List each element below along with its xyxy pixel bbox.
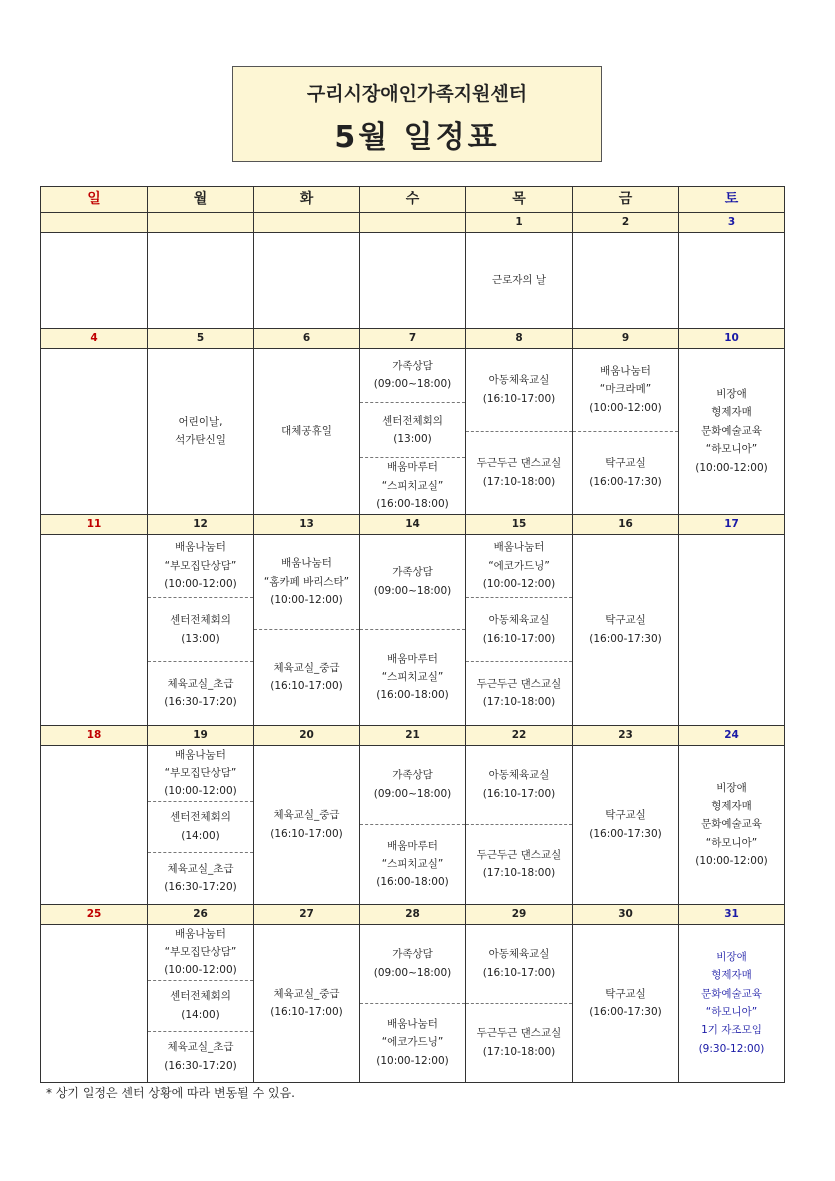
- event-line: 아동체육교실: [488, 374, 550, 387]
- event-line: (10:00-12:00): [164, 964, 237, 977]
- day-cell: [466, 924, 573, 1082]
- event-line: (16:30-17:20): [164, 881, 237, 894]
- date-number: 4: [41, 328, 148, 348]
- event: [254, 746, 359, 904]
- event-line: 비장애: [716, 950, 747, 963]
- event-line: 체육교실_중급: [273, 809, 340, 822]
- event: [573, 349, 678, 431]
- event-line: “스피치교실”: [381, 479, 444, 492]
- event-line: (9:30-12:00): [698, 1042, 765, 1055]
- event-line: (10:00-12:00): [695, 855, 768, 868]
- event-line: 센터전체회의: [170, 990, 231, 1003]
- event-line: 체육교실_초급: [167, 677, 234, 690]
- event-line: (09:00~18:00): [373, 584, 452, 597]
- events-row: [41, 232, 785, 328]
- event-line: “하모니아”: [705, 1006, 758, 1018]
- date-number: 31: [679, 904, 785, 924]
- event-line: “스피치교실”: [381, 671, 444, 684]
- event-line: “에코가드닝”: [488, 559, 550, 572]
- day-cell: [41, 745, 148, 904]
- events-row: [41, 348, 785, 514]
- event: [360, 402, 465, 457]
- event: [466, 597, 572, 661]
- date-number: 7: [360, 328, 466, 348]
- event: [360, 824, 465, 904]
- event: [573, 925, 678, 1082]
- date-row: [41, 904, 785, 924]
- date-number: 28: [360, 904, 466, 924]
- event: [148, 925, 253, 980]
- event-line: (17:10-18:00): [482, 1045, 556, 1058]
- day-cell: [466, 348, 573, 514]
- event-line: 배움나눔터: [281, 557, 332, 570]
- event-line: (13:00): [393, 433, 432, 446]
- date-number: 10: [679, 328, 785, 348]
- footnote: * 상기 일정은 센터 상황에 따라 변동될 수 있음.: [46, 1086, 295, 1100]
- event-line: (16:10-17:00): [270, 680, 343, 693]
- day-cell: [573, 745, 679, 904]
- event-line: 체육교실_초급: [167, 862, 234, 875]
- event-line: 체육교실_중급: [273, 661, 340, 674]
- date-number: 9: [573, 328, 679, 348]
- event-line: (16:10-17:00): [482, 787, 556, 800]
- date-number: 2: [573, 212, 679, 232]
- event-line: (16:10-17:00): [270, 827, 343, 840]
- event-line: (10:00-12:00): [482, 578, 556, 591]
- event: [360, 535, 465, 630]
- event-line: “에코가드닝”: [381, 1036, 444, 1049]
- day-cell: [360, 232, 466, 328]
- event-line: “하모니아”: [705, 443, 758, 456]
- event-line: (17:10-18:00): [482, 475, 556, 488]
- event-line: (16:00-17:30): [589, 475, 662, 488]
- date-number: 17: [679, 514, 785, 534]
- day-cell: [360, 745, 466, 904]
- event: [466, 535, 572, 598]
- event-line: 탁구교실: [605, 614, 646, 627]
- event: [148, 746, 253, 801]
- event-line: (16:00-18:00): [376, 689, 449, 702]
- event-line: 문화예술교육: [701, 818, 762, 831]
- event-line: “부모집단상담”: [164, 766, 237, 779]
- event-line: 센터전체회의: [170, 811, 231, 824]
- weekday-2: 화: [254, 187, 360, 213]
- event: [148, 852, 253, 903]
- title-box: [232, 66, 602, 162]
- event-line: (16:00-18:00): [376, 876, 449, 889]
- event: [148, 1031, 253, 1082]
- event-line: (10:00-12:00): [695, 461, 768, 474]
- event-line: (10:00-12:00): [164, 785, 237, 798]
- event-line: 형제자매: [711, 969, 752, 982]
- event-line: 배움나눔터: [175, 541, 226, 554]
- day-cell: [679, 232, 785, 328]
- date-number: 26: [148, 904, 254, 924]
- org-name: 구리시장애인가족지원센터: [306, 83, 528, 105]
- event-line: “스피치교실”: [381, 858, 444, 871]
- date-number: 15: [466, 514, 573, 534]
- event-line: “부모집단상담”: [164, 945, 237, 958]
- event: [573, 431, 678, 514]
- date-number: 27: [254, 904, 360, 924]
- events-row: [41, 924, 785, 1082]
- event-line: 탁구교실: [605, 809, 646, 822]
- day-cell: [360, 924, 466, 1082]
- event: [573, 746, 678, 904]
- event-line: (16:30-17:20): [164, 696, 237, 709]
- event: [360, 1003, 465, 1082]
- event-line: (16:10-17:00): [482, 632, 556, 645]
- day-cell: [679, 348, 785, 514]
- event: [360, 629, 465, 725]
- weekday-5: 금: [573, 187, 679, 213]
- event: [254, 925, 359, 1082]
- date-number: [148, 212, 254, 232]
- event-line: (10:00-12:00): [164, 578, 237, 591]
- date-number: 22: [466, 725, 573, 745]
- event-line: (16:10-17:00): [482, 392, 556, 405]
- event: [466, 233, 572, 328]
- event-line: 두근두근 댄스교실: [476, 848, 562, 861]
- event-line: (09:00~18:00): [373, 966, 452, 979]
- event-line: 배움마루터: [387, 652, 438, 665]
- date-number: 20: [254, 725, 360, 745]
- day-cell: [466, 232, 573, 328]
- day-cell: [254, 534, 360, 725]
- day-cell: [679, 745, 785, 904]
- event-line: 체육교실_초급: [167, 1041, 234, 1054]
- date-number: 18: [41, 725, 148, 745]
- event-line: 배움마루터: [387, 839, 438, 852]
- event: [148, 801, 253, 852]
- date-number: 14: [360, 514, 466, 534]
- event: [254, 535, 359, 630]
- day-cell: [573, 348, 679, 514]
- date-number: 25: [41, 904, 148, 924]
- event-line: 배움나눔터: [600, 364, 651, 377]
- day-cell: [148, 232, 254, 328]
- event-line: (16:00-17:30): [589, 1006, 662, 1018]
- event-line: 근로자의 날: [491, 273, 547, 286]
- event: [679, 925, 784, 1082]
- event-line: (10:00-12:00): [270, 593, 343, 606]
- event-line: 탁구교실: [605, 987, 646, 1000]
- event: [148, 349, 253, 514]
- event-line: 배움나눔터: [493, 541, 545, 554]
- event-line: (09:00~18:00): [373, 787, 452, 800]
- weekday-3: 수: [360, 187, 466, 213]
- event-line: 가족상담: [392, 360, 433, 373]
- event: [148, 597, 253, 661]
- date-number: 13: [254, 514, 360, 534]
- event: [466, 824, 572, 904]
- event: [148, 980, 253, 1031]
- event: [148, 535, 253, 598]
- event-line: (16:30-17:20): [164, 1059, 237, 1072]
- weekday-4: 목: [466, 187, 573, 213]
- date-row: [41, 514, 785, 534]
- event-line: 가족상담: [392, 948, 433, 961]
- event-line: 배움나눔터: [175, 927, 226, 940]
- event-line: (10:00-12:00): [589, 401, 662, 414]
- date-number: 6: [254, 328, 360, 348]
- event-line: (16:00-17:30): [589, 632, 662, 645]
- event-line: 아동체육교실: [488, 948, 550, 961]
- event-line: 아동체육교실: [488, 614, 550, 627]
- event-line: 센터전체회의: [170, 614, 231, 627]
- day-cell: [254, 232, 360, 328]
- event-line: (10:00-12:00): [376, 1054, 449, 1067]
- date-number: 19: [148, 725, 254, 745]
- event: [360, 457, 465, 513]
- page-title: 5월 일정표: [334, 120, 500, 155]
- weekday-header-row: [41, 187, 785, 213]
- event: [466, 746, 572, 825]
- date-number: 11: [41, 514, 148, 534]
- event-line: (09:00~18:00): [373, 378, 452, 391]
- event: [466, 925, 572, 1003]
- date-number: [360, 212, 466, 232]
- event-line: 어린이날,: [178, 415, 223, 428]
- day-cell: [148, 534, 254, 725]
- events-row: [41, 534, 785, 725]
- date-number: 21: [360, 725, 466, 745]
- event-line: 탁구교실: [605, 457, 646, 470]
- date-number: [254, 212, 360, 232]
- event: [573, 535, 678, 725]
- event-line: (17:10-18:00): [482, 696, 556, 709]
- event-line: (16:00-17:30): [589, 827, 662, 840]
- event-line: 배움마루터: [387, 461, 438, 474]
- day-cell: [41, 232, 148, 328]
- event: [466, 349, 572, 431]
- date-number: 29: [466, 904, 573, 924]
- event: [466, 661, 572, 725]
- date-row: [41, 725, 785, 745]
- event-line: “홈카페 바리스타”: [263, 575, 350, 588]
- event-line: 두근두근 댄스교실: [476, 677, 562, 690]
- event: [466, 1003, 572, 1082]
- date-number: 30: [573, 904, 679, 924]
- event-line: 비장애: [716, 388, 747, 401]
- event-line: 석가탄신일: [175, 434, 226, 446]
- weekday-6: 토: [679, 187, 785, 213]
- event-line: 문화예술교육: [701, 424, 762, 437]
- day-cell: [148, 348, 254, 514]
- calendar-table: [40, 186, 785, 1083]
- day-cell: [41, 348, 148, 514]
- day-cell: [466, 745, 573, 904]
- day-cell: [41, 924, 148, 1082]
- day-cell: [573, 924, 679, 1082]
- event-line: (14:00): [181, 829, 220, 842]
- day-cell: [148, 745, 254, 904]
- day-cell: [360, 348, 466, 514]
- date-row: [41, 212, 785, 232]
- event-line: 형제자매: [711, 799, 752, 812]
- event: [466, 431, 572, 514]
- event-line: 두근두근 댄스교실: [476, 457, 562, 470]
- date-number: 1: [466, 212, 573, 232]
- event-line: 센터전체회의: [382, 415, 443, 428]
- event-line: (14:00): [181, 1008, 220, 1021]
- date-number: 3: [679, 212, 785, 232]
- date-number: 8: [466, 328, 573, 348]
- event-line: “하모니아”: [705, 836, 758, 849]
- event: [360, 349, 465, 403]
- date-number: 12: [148, 514, 254, 534]
- event-line: 두근두근 댄스교실: [476, 1027, 562, 1040]
- date-number: 23: [573, 725, 679, 745]
- day-cell: [254, 348, 360, 514]
- date-number: 24: [679, 725, 785, 745]
- weekday-0: 일: [41, 187, 148, 213]
- day-cell: [679, 924, 785, 1082]
- event-line: “부모집단상담”: [164, 559, 237, 572]
- event-line: 체육교실_중급: [273, 987, 340, 1000]
- event-line: 가족상담: [392, 566, 433, 579]
- day-cell: [148, 924, 254, 1082]
- event: [679, 746, 784, 904]
- event-line: 대체공휴일: [281, 424, 332, 437]
- day-cell: [254, 924, 360, 1082]
- event-line: (16:00-18:00): [376, 498, 449, 511]
- event: [254, 349, 359, 514]
- event-line: (16:10-17:00): [482, 966, 556, 979]
- day-cell: [41, 534, 148, 725]
- event-line: 비장애: [716, 781, 747, 794]
- day-cell: [573, 534, 679, 725]
- date-row: [41, 328, 785, 348]
- event-line: 형제자매: [711, 406, 752, 419]
- event-line: 1기 자조모임: [701, 1024, 762, 1037]
- weekday-1: 월: [148, 187, 254, 213]
- date-number: 16: [573, 514, 679, 534]
- event-line: 문화예술교육: [701, 987, 762, 1000]
- event-line: (17:10-18:00): [482, 867, 556, 880]
- event-line: 배움나눔터: [387, 1017, 438, 1030]
- event: [360, 746, 465, 825]
- event-line: (13:00): [181, 632, 220, 645]
- day-cell: [466, 534, 573, 725]
- events-row: [41, 745, 785, 904]
- event-line: 아동체육교실: [488, 769, 550, 782]
- date-number: [41, 212, 148, 232]
- day-cell: [360, 534, 466, 725]
- event-line: 배움나눔터: [175, 748, 226, 761]
- event: [360, 925, 465, 1003]
- event-line: 가족상담: [392, 769, 433, 782]
- day-cell: [679, 534, 785, 725]
- event-line: (16:10-17:00): [270, 1006, 343, 1018]
- event-line: “마크라메”: [599, 383, 652, 396]
- day-cell: [573, 232, 679, 328]
- event: [679, 349, 784, 514]
- day-cell: [254, 745, 360, 904]
- event: [254, 629, 359, 725]
- date-number: 5: [148, 328, 254, 348]
- event: [148, 661, 253, 725]
